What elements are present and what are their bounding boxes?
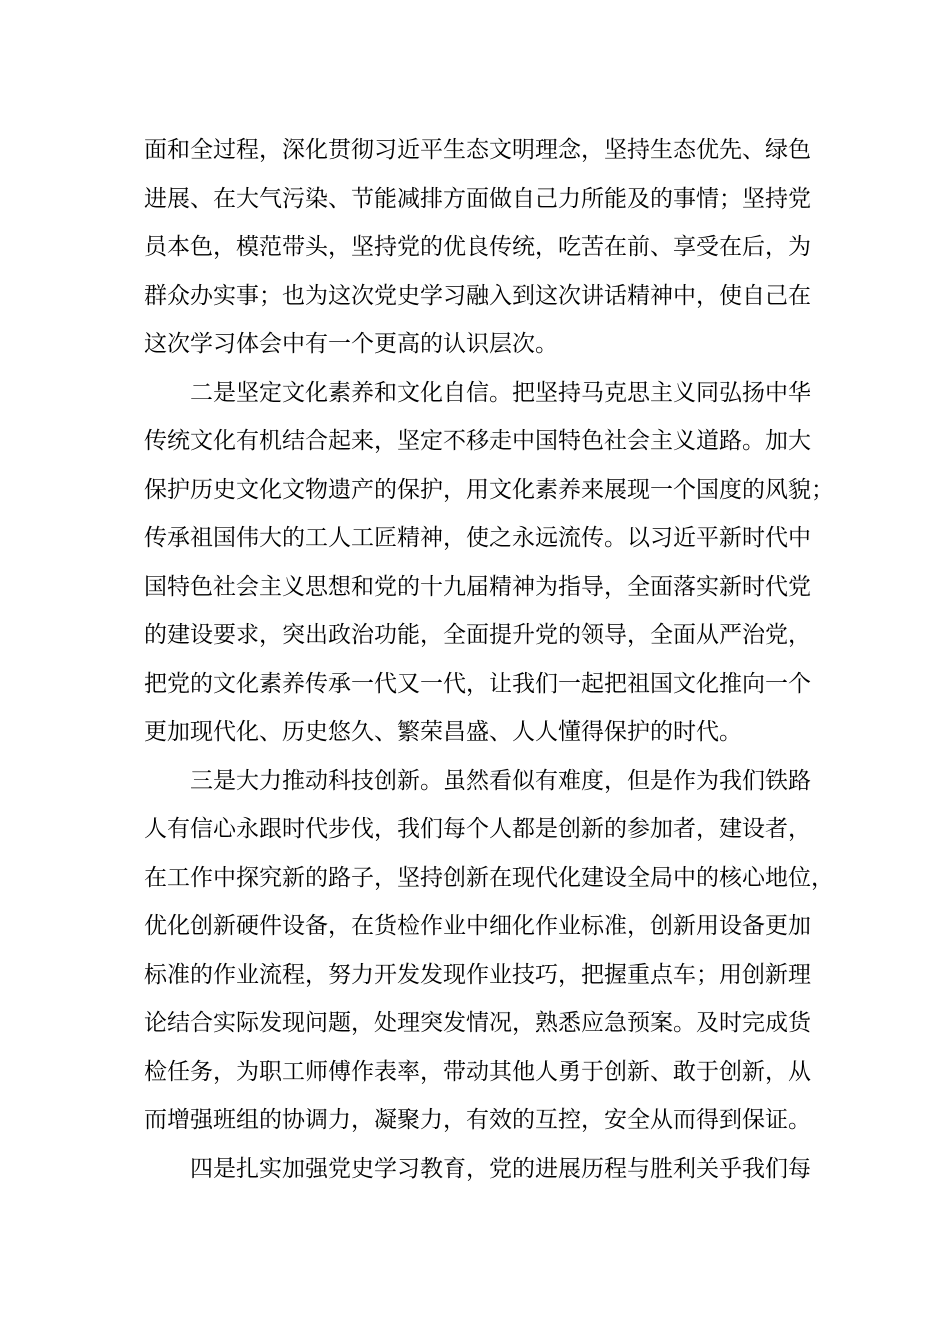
text-line: 保护历史文化文物遗产的保护，用文化素养来展现一个国度的风貌；	[144, 476, 834, 503]
text-line: 国特色社会主义思想和党的十九届精神为指导，全面落实新时代党	[144, 573, 811, 600]
text-line: 进展、在大气污染、节能减排方面做自己力所能及的事情；坚持党	[144, 185, 811, 212]
text-line: 的建设要求，突出政治功能，全面提升党的领导，全面从严治党，	[144, 622, 811, 648]
text-line: 而增强班组的协调力，凝聚力，有效的互控，安全从而得到保证。	[144, 1107, 811, 1133]
text-line: 二是坚定文化素养和文化自信。把坚持马克思主义同弘扬中华	[144, 379, 811, 406]
text-line: 群众办实事；也为这次党史学习融入到这次讲话精神中，使自己在	[144, 282, 811, 309]
text-line: 四是扎实加强党史学习教育，党的进展历程与胜利关乎我们每	[144, 1155, 811, 1182]
text-line: 传承祖国伟大的工人工匠精神，使之永远流传。以习近平新时代中	[144, 525, 811, 551]
body-text	[144, 126, 834, 1193]
text-line: 三是大力推动科技创新。虽然看似有难度，但是作为我们铁路	[144, 767, 811, 794]
text-line: 这次学习体会中有一个更高的认识层次。	[144, 331, 558, 357]
text-line: 面和全过程，深化贯彻习近平生态文明理念，坚持生态优先、绿色	[144, 137, 811, 163]
text-line: 员本色，模范带头，坚持党的优良传统，吃苦在前、享受在后，为	[144, 234, 811, 260]
text-line: 传统文化有机结合起来，坚定不移走中国特色社会主义道路。加大	[144, 428, 811, 454]
text-line: 检任务，为职工师傅作表率，带动其他人勇于创新、敢于创新，从	[144, 1058, 811, 1085]
paragraph-innovation	[144, 757, 834, 1145]
text-line: 标准的作业流程，努力开发发现作业技巧，把握重点车；用创新理	[144, 961, 811, 988]
text-line: 在工作中探究新的路子，坚持创新在现代化建设全局中的核心地位，	[144, 864, 834, 891]
text-line: 论结合实际发现问题，处理突发情况，熟悉应急预案。及时完成货	[144, 1010, 811, 1036]
text-line: 人有信心永跟时代步伐，我们每个人都是创新的参加者，建设者，	[144, 816, 811, 842]
paragraph-ecology	[144, 126, 824, 369]
paragraph-culture	[144, 369, 834, 757]
text-line: 更加现代化、历史悠久、繁荣昌盛、人人懂得保护的时代。	[144, 719, 742, 745]
text-line: 把党的文化素养传承一代又一代，让我们一起把祖国文化推向一个	[144, 670, 811, 697]
text-line: 优化创新硬件设备，在货检作业中细化作业标准，创新用设备更加	[144, 913, 811, 939]
paragraph-party-history	[144, 1145, 824, 1194]
